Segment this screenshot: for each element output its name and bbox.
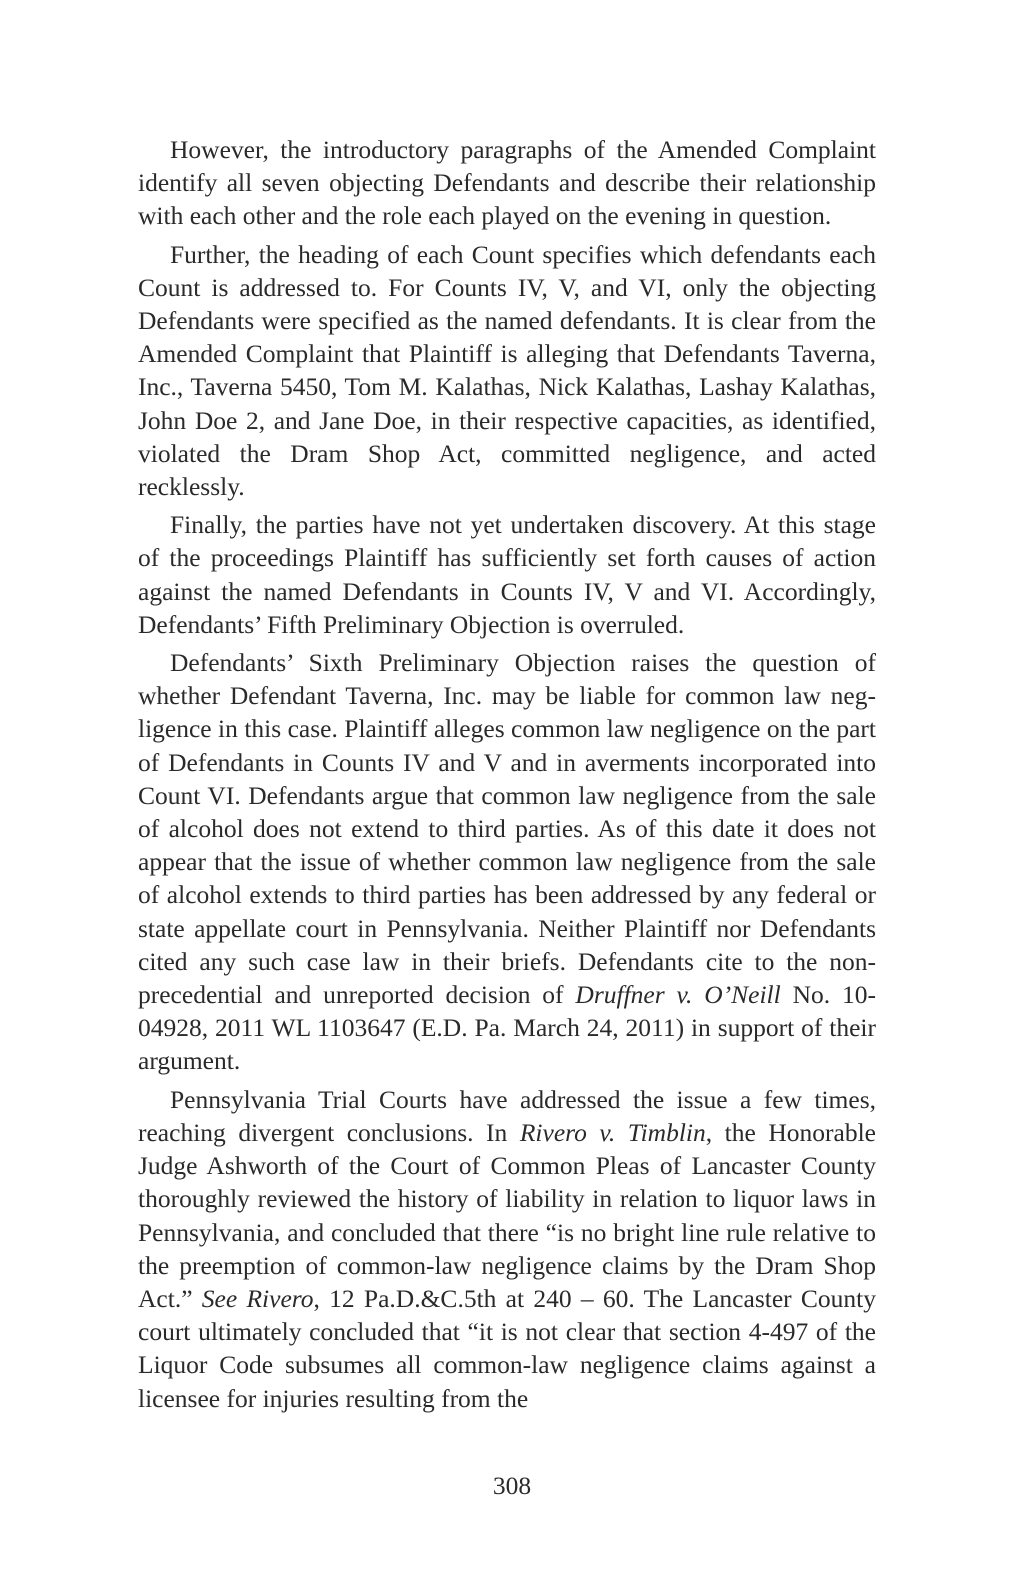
paragraph-4-text-b: No. 10-04928, 2011 WL 1103647 (E.D. Pa. March 24, 2011) in support of their argument. <box>138 980 876 1076</box>
paragraph-3-text: Finally, the parties have not yet undertaken discovery. At this stage of the proceedings Plaintiff has sufficiently set forth causes of action against the named Defendants in Counts IV, V and VI. Accordingly, Defendants’ Fifth Preliminary Objection is overruled. <box>138 510 876 639</box>
paragraph-5-text-a: Pennsylvania Trial Courts have addressed the issue a few times, reaching divergent conclusions. In <box>138 1084 876 1147</box>
case-citation-druffner: Druffner v. O’Neill <box>575 980 781 1010</box>
paragraph-5 <box>138 1083 876 1415</box>
paragraph-5-text-b: , the Honorable Judge Ashworth of the Court of Common Pleas of Lancaster County thoroughly reviewed the history of liability in relation to liquor laws in Pennsylvania, and concluded that there “is no bright line rule relative to the preemption of common-law negligence claims by the Dram Shop Act.” <box>138 1117 876 1313</box>
paragraph-2-text: Further, the heading of each Count specifies which defendants each Count is addressed to. For Counts IV, V, and VI, only the objecting Defendants were specified as the named defendants. It is clear from the Amended Complaint that Plaintiff is alleging that Defendants Taverna, Inc., Taverna 5450, Tom M. Kalathas, Nick Kalathas, Lashay Kalathas, John Doe 2, and Jane Doe, in their respective capacities, as identified, violated the Dram Shop Act, committed negligence, and acted recklessly. <box>138 239 876 502</box>
signal-see-rivero: See Rivero <box>201 1283 314 1313</box>
paragraph-3 <box>138 508 876 641</box>
case-citation-rivero: Rivero v. Timblin <box>519 1117 706 1147</box>
page-number: 308 <box>492 1471 532 1500</box>
paragraph-2 <box>138 238 876 504</box>
paragraph-4-text-a: Defendants’ Sixth Preliminary Objection raises the question of whether Defendant Taverna, Inc. may be liable for common law negligence in this case. Plaintiff alleges common law negligence on the part of Defendants in Counts IV and V and in averments incorporated into Count VI. Defendants argue that common law negligence from the sale of alcohol does not extend to third parties. As of this date it does not appear that the issue of whether common law negligence from the sale of alcohol extends to third parties has been addressed by any federal or state appellate court in Pennsylvania. Neither Plaintiff nor Defendants cited any such case law in their briefs. Defendants cite to the non-precedential and unreported decision of <box>138 648 876 1010</box>
paragraph-1 <box>138 133 876 233</box>
page-body <box>138 133 876 1420</box>
paragraph-5-text-c: , 12 Pa.D.&C.5th at 240 – 60. The Lancaster County court ultimately concluded that “it is not clear that section 4-497 of the Liquor Code subsumes all common-law negligence claims against a licensee for injuries resulting from the <box>138 1283 877 1413</box>
paragraph-1-text: However, the introductory paragraphs of the Amended Complaint identify all seven objecting Defendants and describe their relationship with each other and the role each played on the evening in question. <box>138 135 876 231</box>
paragraph-4 <box>138 646 876 1078</box>
